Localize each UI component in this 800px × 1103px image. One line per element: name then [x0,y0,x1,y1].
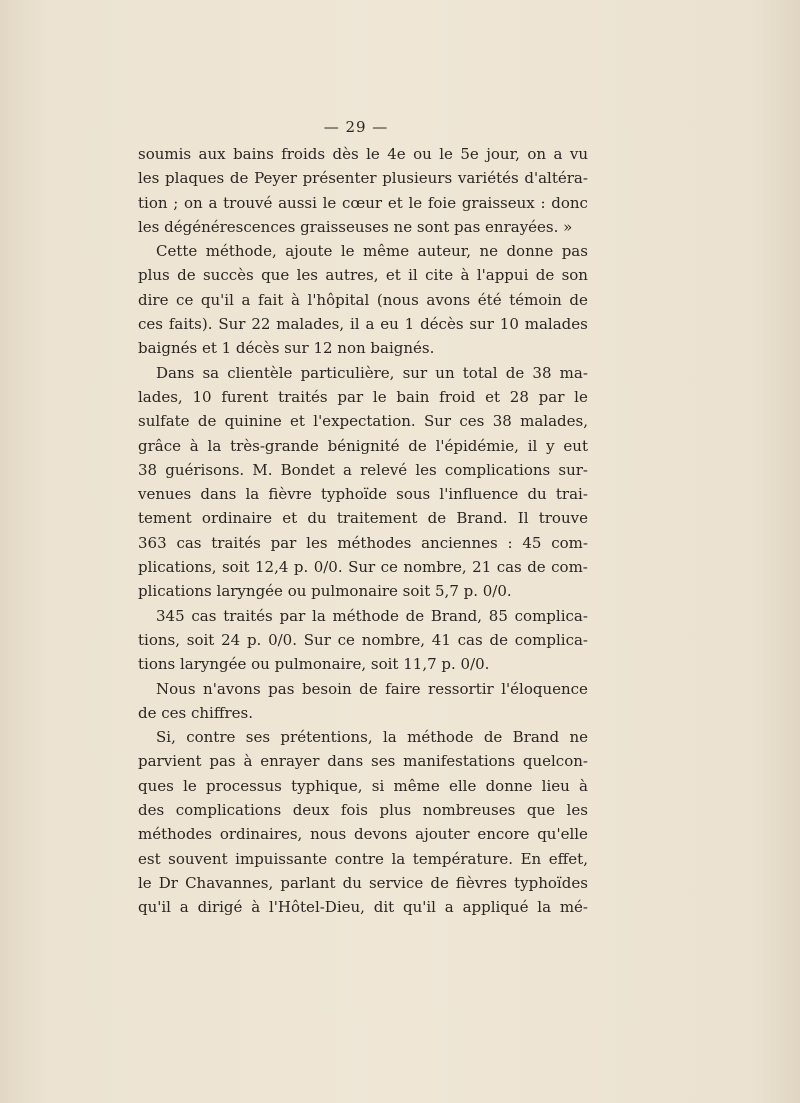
text-line: plications, soit 12,4 p. 0/0. Sur ce nombre, 21 cas de com- [138,558,588,577]
text-line: les dégénérescences graisseuses ne sont pas enrayées. » [138,217,573,236]
text-line: Dans sa clientèle particulière, sur un total de 38 ma- [156,363,588,382]
text-line: plications laryngée ou pulmonaire soit 5,7 p. 0/0. [138,582,512,601]
page-number: — 29 — [323,118,389,136]
text-line: venues dans la fièvre typhoïde sous l'influence du trai- [138,485,588,504]
text-line: soumis aux bains froids dès le 4e ou le 5e jour, on a vu [138,145,588,163]
text-line: dire ce qu'il a fait à l'hôpital (nous avons été témoin de [138,290,588,309]
text-line: baignés et 1 décès sur 12 non baignés. [138,339,435,358]
text-line: lades, 10 furent traités par le bain froid et 28 par le [138,387,588,406]
text-line: Cette méthode, ajoute le même auteur, ne donne pas [156,242,588,261]
text-line: 345 cas traités par la méthode de Brand, 85 complica- [156,606,588,625]
text-line: tion ; on a trouvé aussi le cœur et le foie graisseux : donc [138,193,588,212]
text-line: ques le processus typhique, si même elle donne lieu à [138,776,588,795]
text-line: grâce à la très-grande bénignité de l'épidémie, il y eut [138,436,588,455]
text-line: tement ordinaire et du traitement de Brand. Il trouve [138,509,588,528]
text-line: 363 cas traités par les méthodes anciennes : 45 com- [138,533,588,552]
text-line: Nous n'avons pas besoin de faire ressortir l'éloquence [156,679,588,698]
text-line: méthodes ordinaires, nous devons ajouter encore qu'elle [138,825,588,844]
text-line: le Dr Chavannes, parlant du service de fièvres typhoïdes [138,873,588,892]
text-line: Si, contre ses prétentions, la méthode de Brand ne [156,728,588,747]
text-line: ces faits). Sur 22 malades, il a eu 1 décès sur 10 malades [138,315,588,334]
text-line: les plaques de Peyer présenter plusieurs variétés d'altéra- [138,169,588,188]
text-line: est souvent impuissante contre la température. En effet, [138,849,588,868]
text-line: sulfate de quinine et l'expectation. Sur ces 38 malades, [138,412,588,431]
text-line: tions laryngée ou pulmonaire, soit 11,7 p. 0/0. [138,655,490,674]
text-line: tions, soit 24 p. 0/0. Sur ce nombre, 41 cas de complica- [138,630,588,649]
text-line: de ces chiffres. [138,703,254,722]
text-line: qu'il a dirigé à l'Hôtel-Dieu, dit qu'il a appliqué la mé- [138,898,588,917]
body-text [138,142,588,920]
text-line: parvient pas à enrayer dans ses manifestations quelcon- [138,752,588,771]
text-line: plus de succès que les autres, et il cite à l'appui de son [138,266,588,285]
text-line: 38 guérisons. M. Bondet a relevé les complications sur- [138,460,588,479]
text-line: des complications deux fois plus nombreuses que les [138,801,588,820]
